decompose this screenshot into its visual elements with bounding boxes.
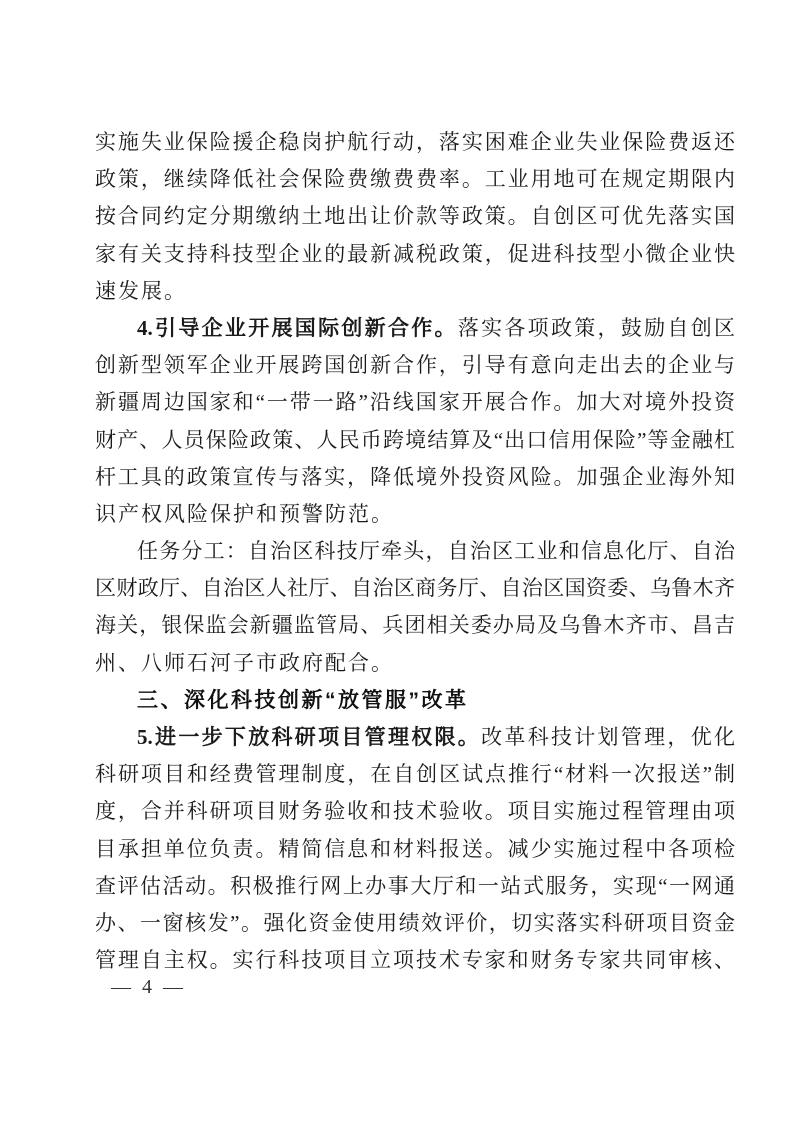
paragraph-end-line: 州、八师石河子市政府配合。 bbox=[95, 650, 394, 675]
page-number: — 4 — bbox=[111, 976, 186, 998]
text-run: 改革科技计划管理，优化 bbox=[481, 725, 736, 749]
item-5-line bbox=[95, 719, 735, 756]
body-line: 按合同约定分期缴纳土地出让价款等政策。自创区可优先落实国 bbox=[95, 204, 735, 229]
body-line: 家有关支持科技型企业的最新减税政策，促进科技型小微企业快 bbox=[95, 241, 735, 266]
body-line: 创新型领军企业开展跨国创新合作，引导有意向走出去的企业与 bbox=[95, 353, 735, 378]
item-5-title: 5.进一步下放科研项目管理权限。 bbox=[137, 725, 482, 749]
body-line: 度，合并科研项目财务验收和技术验收。项目实施过程管理由项 bbox=[95, 799, 735, 824]
body-line: 实施失业保险援企稳岗护航行动，落实困难企业失业保险费返还 bbox=[95, 130, 735, 154]
body-line: 新疆周边国家和“一带一路”沿线国家开展合作。加大对境外投资 bbox=[95, 390, 735, 415]
body-line: 区财政厅、自治区人社厅、自治区商务厅、自治区国资委、乌鲁木齐 bbox=[95, 576, 735, 601]
body-line: 杆工具的政策宣传与落实，降低境外投资风险。加强企业海外知 bbox=[95, 464, 735, 489]
section-3-heading: 三、深化科技创新“放管服”改革 bbox=[137, 688, 469, 712]
body-line: 科研项目和经费管理制度，在自创区试点推行“材料一次报送”制 bbox=[95, 762, 735, 787]
body-line: 目承担单位负责。精简信息和材料报送。减少实施过程中各项检 bbox=[95, 836, 735, 861]
body-line: 查评估活动。积极推行网上办事大厅和一站式服务，实现“一网通 bbox=[95, 873, 735, 898]
body-line: 海关，银保监会新疆监管局、兵团相关委办局及乌鲁木齐市、昌吉 bbox=[95, 613, 735, 638]
task-division-line: 任务分工：自治区科技厅牵头，自治区工业和信息化厅、自治 bbox=[137, 539, 735, 564]
document-body bbox=[95, 124, 735, 979]
body-line: 管理自主权。实行科技项目立项技术专家和财务专家共同审核、 bbox=[95, 948, 735, 973]
item-4-title: 4.引导企业开展国际创新合作。 bbox=[137, 315, 458, 340]
text-run: 落实各项政策，鼓励自创区 bbox=[457, 315, 736, 340]
paragraph-end-line: 识产权风险保护和预警防范。 bbox=[95, 501, 394, 526]
paragraph-end-line: 速发展。 bbox=[95, 278, 187, 303]
body-line: 办、一窗核发”。强化资金使用绩效评价，切实落实科研项目资金 bbox=[95, 910, 735, 935]
body-line: 政策，继续降低社会保险费缴费费率。工业用地可在规定期限内 bbox=[95, 167, 735, 192]
item-4-line bbox=[95, 310, 735, 347]
body-line: 财产、人员保险政策、人民币跨境结算及“出口信用保险”等金融杠 bbox=[95, 427, 735, 452]
